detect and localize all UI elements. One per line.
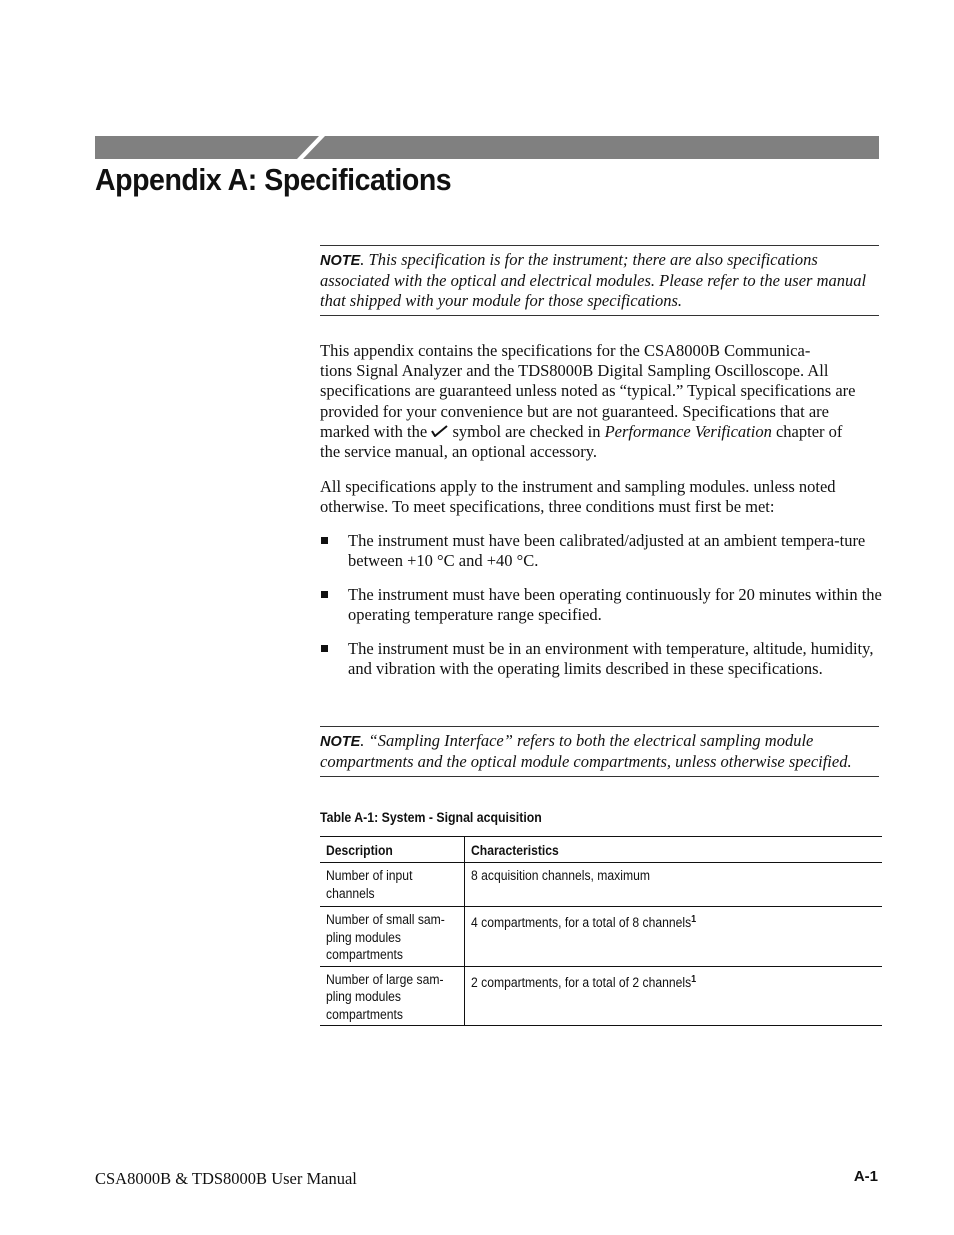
chapter-header-band — [95, 136, 879, 159]
table-header-row — [320, 837, 882, 863]
intro-line: provided for your convenience but are not guaranteed. Specifications that are — [320, 401, 830, 421]
bullet-text: The instrument must have been calibrated/adjusted at an ambient tempera-ture between +10 °C and +40 °C. — [348, 531, 866, 571]
note-label: NOTE — [320, 253, 361, 269]
condition-bullet — [320, 531, 882, 571]
footer-manual-title: CSA8000B & TDS8000B User Manual — [95, 1169, 357, 1188]
table-caption-title: System - Signal acquisition — [381, 809, 542, 825]
characteristic-cell: 4 compartments, for a total of 8 channels$^1$ — [465, 907, 882, 967]
table-row — [320, 966, 882, 1026]
characteristic-cell: 2 compartments, for a total of 2 channels$^1$ — [465, 966, 882, 1026]
note-box-instrument: NOTE. This specification is for the instrument; there are also specifications associated with the optical and electrical modules. Please refer to the user manual that shipped with your module for those specifications. — [320, 245, 879, 316]
note-text: “Sampling Interface” refers to both the electrical sampling module compartments and the optical module compartments, unless otherwise specified. — [320, 731, 852, 771]
description-cell: Number of input channels — [320, 863, 465, 907]
footnote-marker: 1 — [691, 914, 697, 925]
intro-line — [320, 422, 882, 442]
intro-line: the service manual, an optional accessory. — [320, 442, 598, 462]
intro-text: chapter of — [775, 421, 843, 441]
table-caption-label: Table A-1: — [320, 809, 379, 825]
intro-text: marked with the — [320, 421, 428, 441]
characteristic-cell: 8 acquisition channels, maximum — [465, 863, 882, 907]
checkmark-icon — [431, 425, 448, 437]
intro-line: specifications are guaranteed unless noted as “typical.” Typical specifications are — [320, 381, 856, 401]
note-text: This specification is for the instrument; there are also specifications associated with the optical and electrical modules. Please refer to the user manual that shipped with your module for those specifications. — [320, 250, 867, 310]
bullet-square-icon — [321, 591, 328, 598]
table-caption — [320, 809, 542, 825]
bullet-text: The instrument must have been operating continuously for 20 minutes within the operating temperature range specified. — [348, 585, 882, 625]
bullet-square-icon — [321, 645, 328, 652]
page-title: Appendix A: Specifications — [95, 162, 452, 197]
condition-bullet — [320, 585, 882, 625]
intro-text: symbol are checked in — [452, 421, 601, 441]
description-cell: Number of large sam- pling modules compartments — [320, 966, 465, 1026]
bullet-text: The instrument must be in an environment with temperature, altitude, humidity, and vibration with the operating limits described in these specifications. — [348, 639, 874, 679]
condition-bullet — [320, 639, 882, 679]
table-row — [320, 907, 882, 967]
spec-table — [320, 836, 882, 1026]
table-row — [320, 863, 882, 907]
performance-verification-ref: Performance Verification — [604, 421, 772, 441]
note-label: NOTE — [320, 734, 361, 750]
bullet-square-icon — [321, 537, 328, 544]
column-header-description: Description — [320, 837, 465, 863]
note-box-sampling-interface: NOTE. “Sampling Interface” refers to both the electrical sampling module compartments and the optical module compartments, unless otherwise specified. — [320, 726, 879, 777]
footer-page-number: A-1 — [853, 1168, 878, 1185]
intro-line: tions Signal Analyzer and the TDS8000B Digital Sampling Oscilloscope. All — [320, 361, 829, 381]
column-header-characteristics: Characteristics — [465, 837, 882, 863]
footnote-marker: 1 — [691, 973, 697, 985]
intro-paragraph — [320, 341, 882, 462]
conditions-paragraph: All specifications apply to the instrument and sampling modules. unless noted otherwise. To meet specifications, three conditions must first be met: — [320, 477, 836, 517]
intro-line: This appendix contains the specifications for the CSA8000B Communica- — [320, 341, 811, 360]
description-cell: Number of small sam- pling modules compartments — [320, 907, 465, 967]
